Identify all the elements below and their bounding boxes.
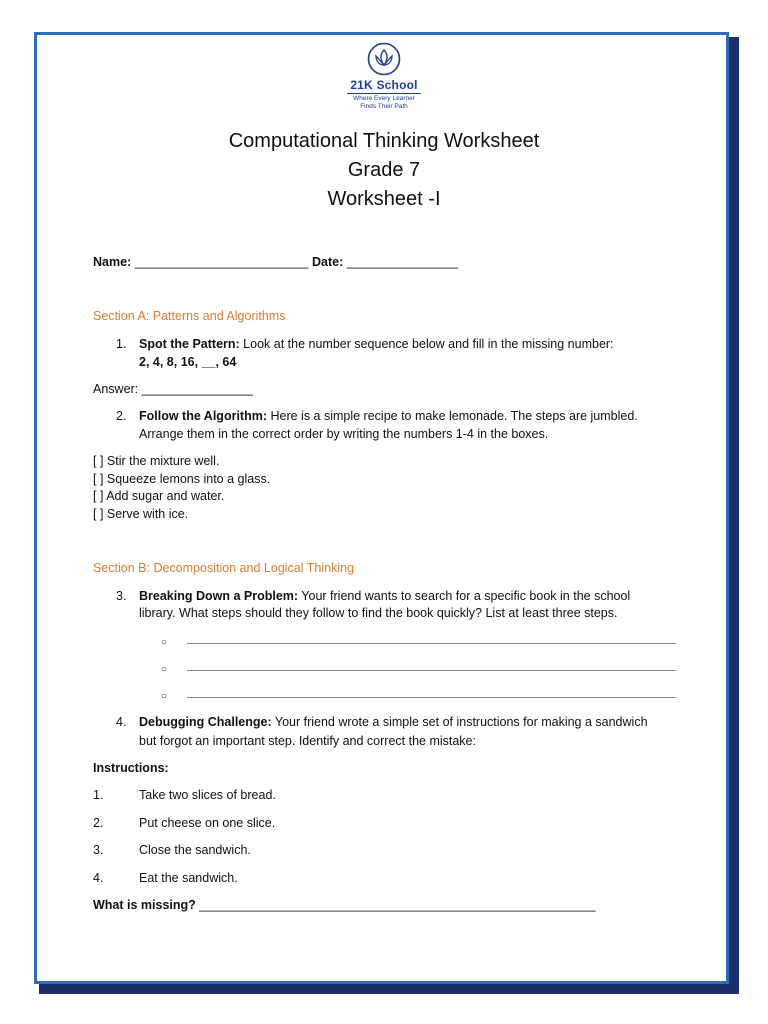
instruction-number: 4. <box>93 871 104 885</box>
school-logo <box>338 42 430 111</box>
instruction-number: 1. <box>93 788 104 802</box>
q1-label: Spot the Pattern: <box>139 337 240 351</box>
missing-blank: _________________________________________________________ <box>199 898 596 912</box>
lotus-emblem-icon <box>367 42 401 76</box>
answer-blank-line <box>187 697 676 698</box>
q3-body-2: library. What steps should they follow to find the book quickly? List at least three steps. <box>139 606 618 620</box>
name-label: Name: <box>93 255 132 269</box>
logo-tagline-1: Where Every Learner <box>353 95 415 102</box>
q4-body-2: but forgot an important step. Identify and correct the mistake: <box>139 734 476 748</box>
section-a-heading: Section A: Patterns and Algorithms <box>93 309 286 323</box>
instruction-text: Close the sandwich. <box>139 843 251 857</box>
q4-label: Debugging Challenge: <box>139 715 272 729</box>
name-date-row <box>93 253 458 271</box>
q3-body-1: Your friend wants to search for a specific book in the school <box>298 589 631 603</box>
q3-number: 3. <box>116 589 127 603</box>
q2-text <box>139 407 638 425</box>
answer-blank-line <box>187 643 676 644</box>
name-blank: _________________________ <box>134 255 309 269</box>
q3-label: Breaking Down a Problem: <box>139 589 299 603</box>
instruction-text: Put cheese on one slice. <box>139 816 276 830</box>
q2-body-2: Arrange them in the correct order by writing the numbers 1-4 in the boxes. <box>139 427 549 441</box>
list-item: [ ] Serve with ice. <box>93 507 189 521</box>
q1-number: 1. <box>116 337 127 351</box>
number-sequence: 2, 4, 8, 16, __, 64 <box>139 355 237 369</box>
date-blank: ________________ <box>346 255 458 269</box>
instruction-text: Eat the sandwich. <box>139 871 238 885</box>
instruction-text: Take two slices of bread. <box>139 788 276 802</box>
list-item: [ ] Add sugar and water. <box>93 489 225 503</box>
q1-body: Look at the number sequence below and fill in the missing number: <box>239 337 614 351</box>
q2-label: Follow the Algorithm: <box>139 409 267 423</box>
instructions-label: Instructions: <box>93 761 169 775</box>
list-item: [ ] Squeeze lemons into a glass. <box>93 472 271 486</box>
q4-body-1: Your friend wrote a simple set of instructions for making a sandwich <box>271 715 648 729</box>
grade-title: Grade 7 <box>347 159 421 181</box>
answer-line: Answer: ________________ <box>93 382 253 396</box>
section-b-heading: Section B: Decomposition and Logical Thinking <box>93 561 355 575</box>
answer-blank-line <box>187 670 676 671</box>
q4-number: 4. <box>116 715 127 729</box>
list-item: [ ] Stir the mixture well. <box>93 454 220 468</box>
q1-text <box>139 335 614 353</box>
logo-tagline-2: Finds Their Path <box>360 103 408 110</box>
bullet-circle-icon: ○ <box>161 691 168 702</box>
bullet-circle-icon: ○ <box>161 664 168 675</box>
q4-text <box>139 713 648 731</box>
missing-step-row <box>93 896 596 914</box>
instruction-number: 3. <box>93 843 104 857</box>
logo-divider <box>347 93 421 94</box>
instruction-number: 2. <box>93 816 104 830</box>
missing-label: What is missing? <box>93 898 196 912</box>
q2-body-1: Here is a simple recipe to make lemonade. The steps are jumbled. <box>267 409 638 423</box>
worksheet-title: Computational Thinking Worksheet <box>228 130 540 152</box>
q3-text <box>139 587 630 605</box>
bullet-circle-icon: ○ <box>161 637 168 648</box>
q2-number: 2. <box>116 409 127 423</box>
logo-name: 21K School <box>350 78 418 92</box>
date-label: Date: <box>312 255 344 269</box>
worksheet-title-block <box>0 127 768 214</box>
worksheet-number-title: Worksheet -I <box>327 188 441 210</box>
